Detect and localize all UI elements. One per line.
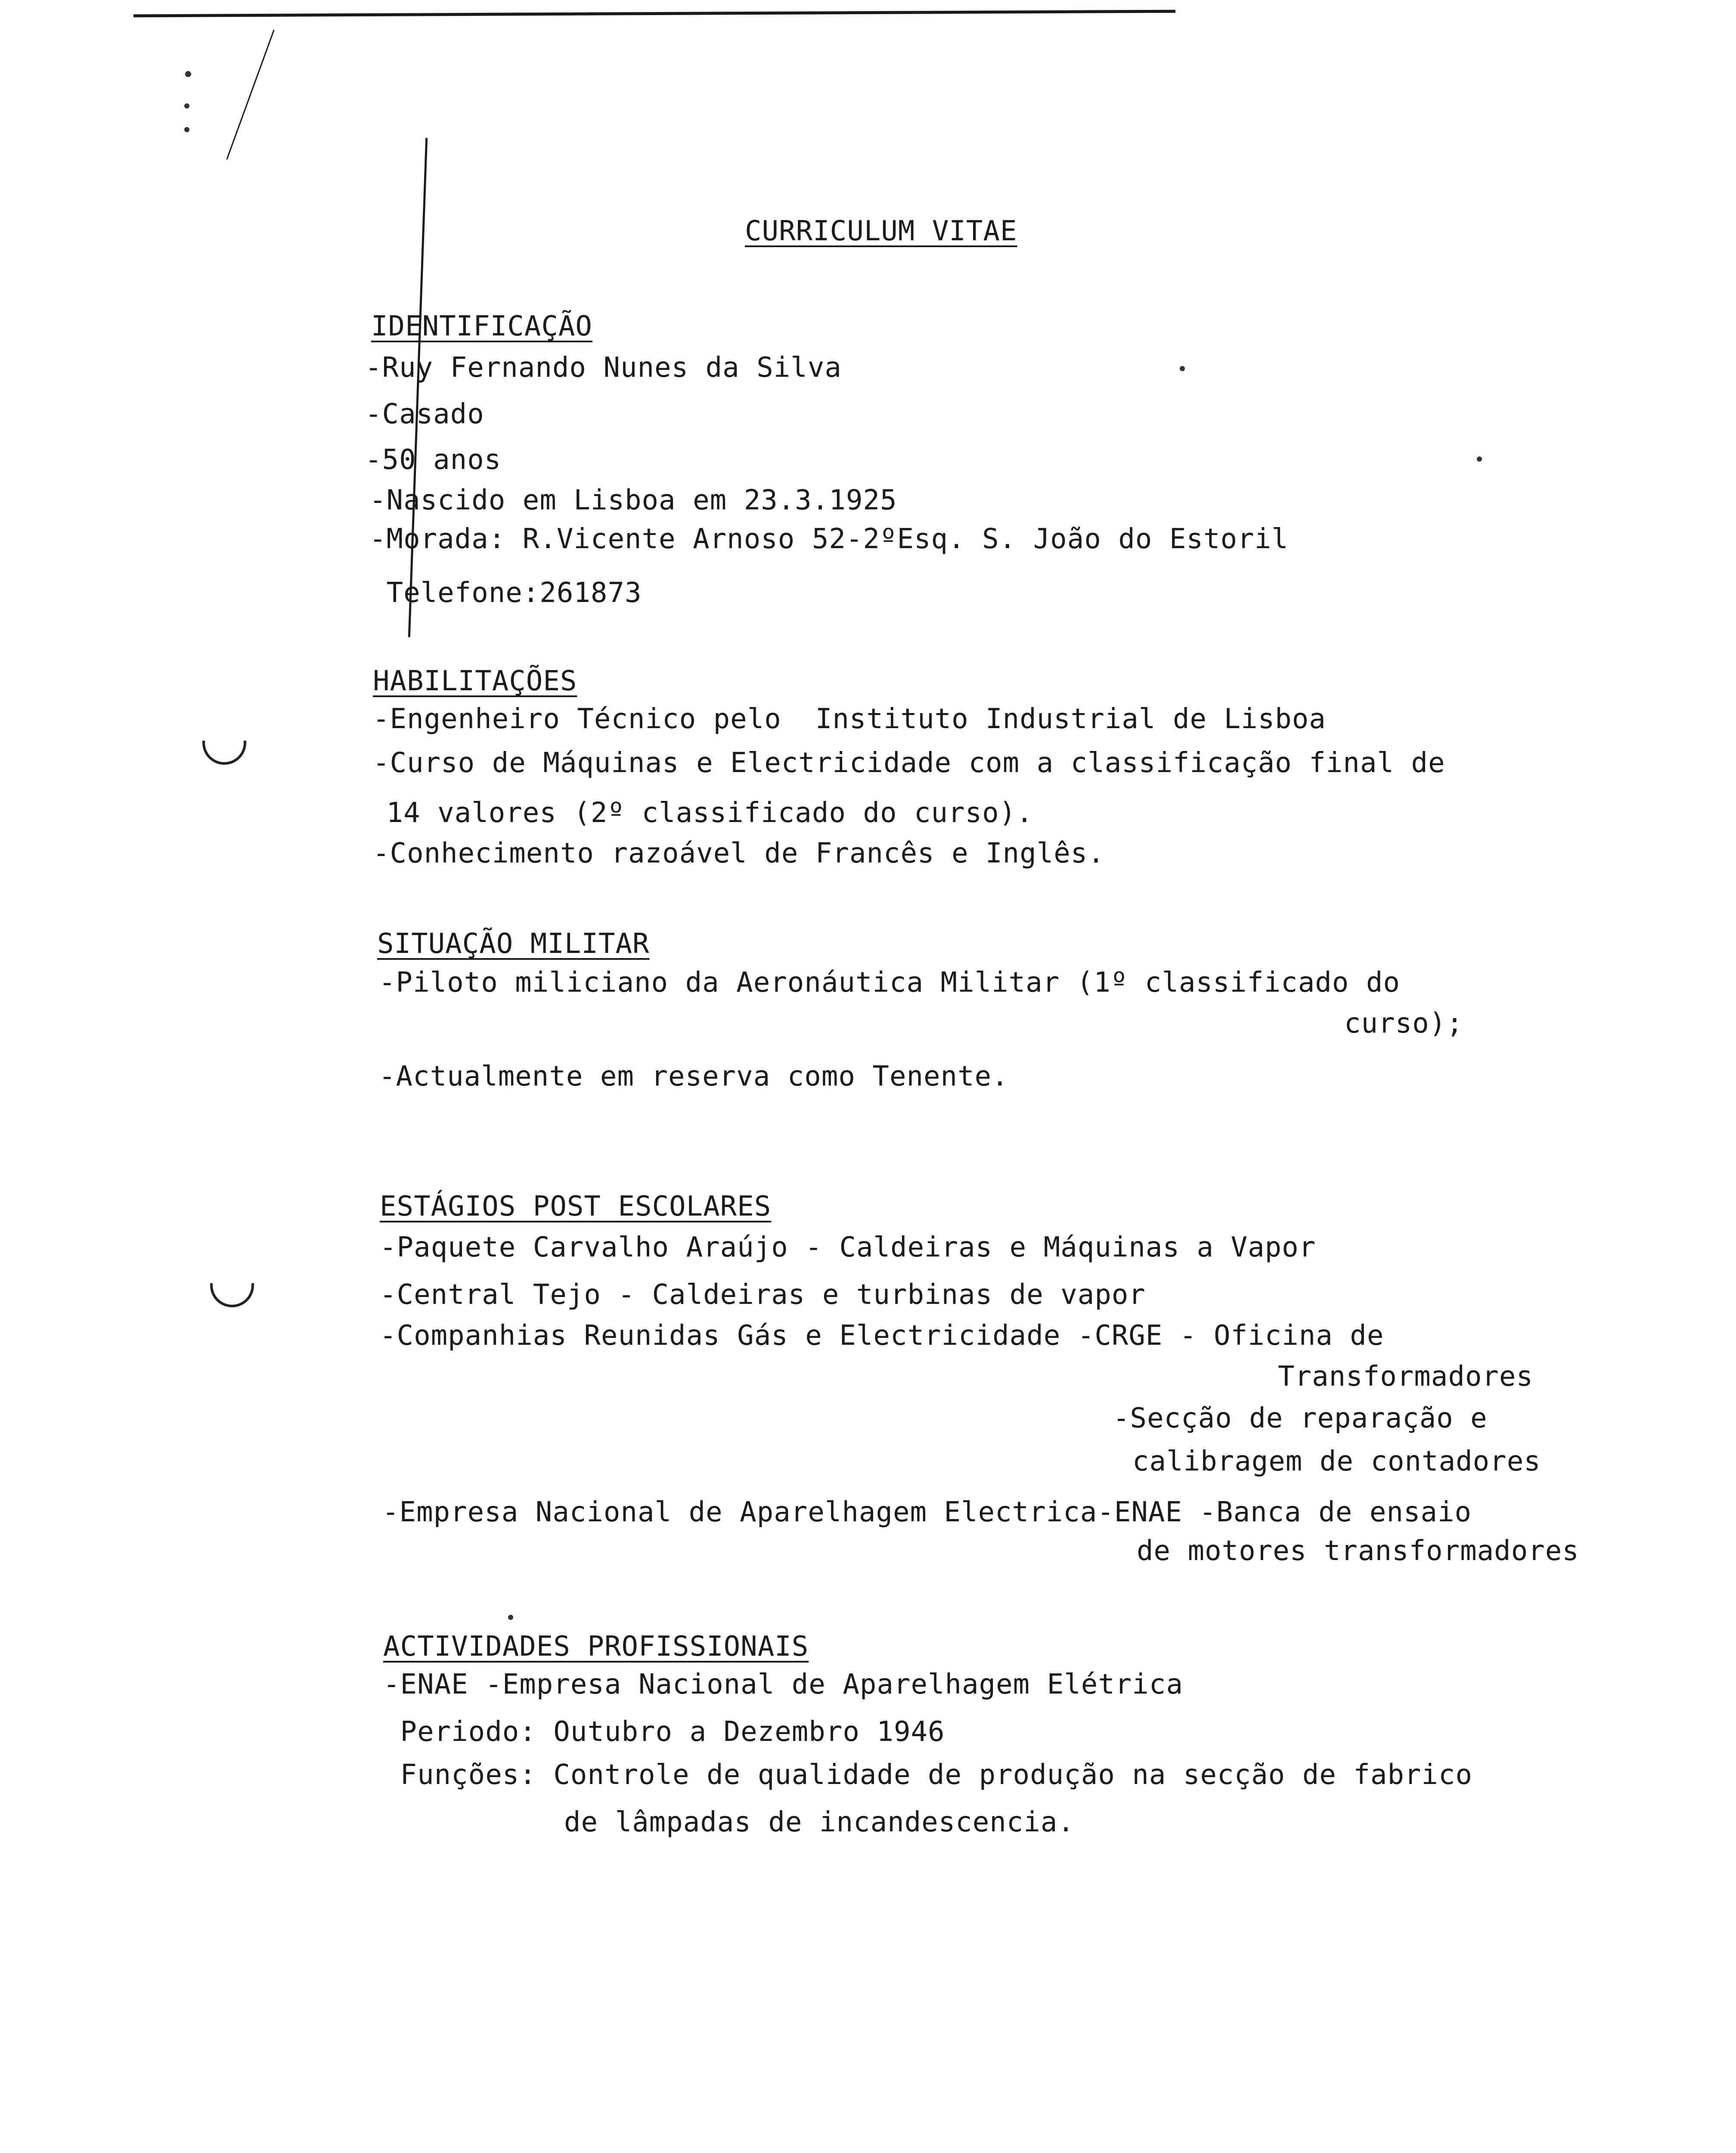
habilitacoes-line: -Curso de Máquinas e Electricidade com a classificação final de — [373, 747, 1445, 779]
section-heading-situacao-militar: SITUAÇÃO MILITAR — [377, 928, 650, 960]
estagios-line: -Empresa Nacional de Aparelhagem Electrica-ENAE -Banca de ensaio — [382, 1496, 1472, 1528]
estagios-line: de motores transformadores — [1137, 1535, 1579, 1567]
actividades-line: -ENAE -Empresa Nacional de Aparelhagem Elétrica — [383, 1669, 1183, 1700]
habilitacoes-line: -Conhecimento razoável de Francês e Inglês. — [373, 838, 1105, 869]
situacao-militar-line: curso); — [1344, 1008, 1463, 1039]
identificacao-line: -Ruy Fernando Nunes da Silva — [365, 352, 842, 384]
identificacao-line: Telefone:261873 — [369, 577, 642, 609]
punch-hole-bottom — [210, 1283, 254, 1307]
speck — [184, 127, 189, 132]
estagios-line: Transformadores — [1278, 1361, 1533, 1393]
identificacao-line: -Casado — [365, 398, 484, 430]
section-heading-identificacao: IDENTIFICAÇÃO — [371, 310, 592, 342]
habilitacoes-line: -Engenheiro Técnico pelo Instituto Industrial de Lisboa — [373, 703, 1326, 735]
section-heading-estagios: ESTÁGIOS POST ESCOLARES — [380, 1191, 772, 1222]
situacao-militar-line: -Actualmente em reserva como Tenente. — [379, 1061, 1009, 1092]
estagios-line: -Paquete Carvalho Araújo - Caldeiras e Máquinas a Vapor — [380, 1232, 1316, 1263]
top-scan-line — [133, 10, 1175, 18]
actividades-line: Funções: Controle de qualidade de produção na secção de fabrico — [383, 1759, 1472, 1791]
speck — [1180, 366, 1185, 371]
speck — [184, 103, 189, 109]
estagios-line: -Companhias Reunidas Gás e Electricidade -CRGE - Oficina de — [380, 1320, 1384, 1352]
speck — [185, 71, 191, 77]
habilitacoes-line: 14 valores (2º classificado do curso). — [369, 797, 1033, 829]
margin-scan-line — [408, 138, 428, 637]
section-heading-habilitacoes: HABILITAÇÕES — [373, 665, 577, 697]
estagios-line: calibragem de contadores — [1132, 1446, 1541, 1477]
identificacao-line: -Morada: R.Vicente Arnoso 52-2ºEsq. S. João do Estoril — [369, 523, 1289, 555]
speck — [1477, 456, 1482, 462]
speck — [508, 1615, 513, 1620]
document-title: CURRICULUM VITAE — [745, 215, 1017, 247]
estagios-line: -Central Tejo - Caldeiras e turbinas de vapor — [380, 1279, 1146, 1311]
left-edge-mark — [226, 30, 274, 160]
identificacao-line: -50 anos — [365, 444, 502, 476]
estagios-line: -Secção de reparação e — [1113, 1402, 1488, 1434]
actividades-line: de lâmpadas de incandescencia. — [564, 1806, 1075, 1838]
punch-hole-top — [202, 741, 246, 765]
identificacao-line: -Nascido em Lisboa em 23.3.1925 — [369, 484, 897, 516]
actividades-line: Periodo: Outubro a Dezembro 1946 — [383, 1716, 945, 1748]
situacao-militar-line: -Piloto miliciano da Aeronáutica Militar (1º classificado do — [379, 967, 1400, 999]
section-heading-actividades: ACTIVIDADES PROFISSIONAIS — [383, 1631, 809, 1663]
